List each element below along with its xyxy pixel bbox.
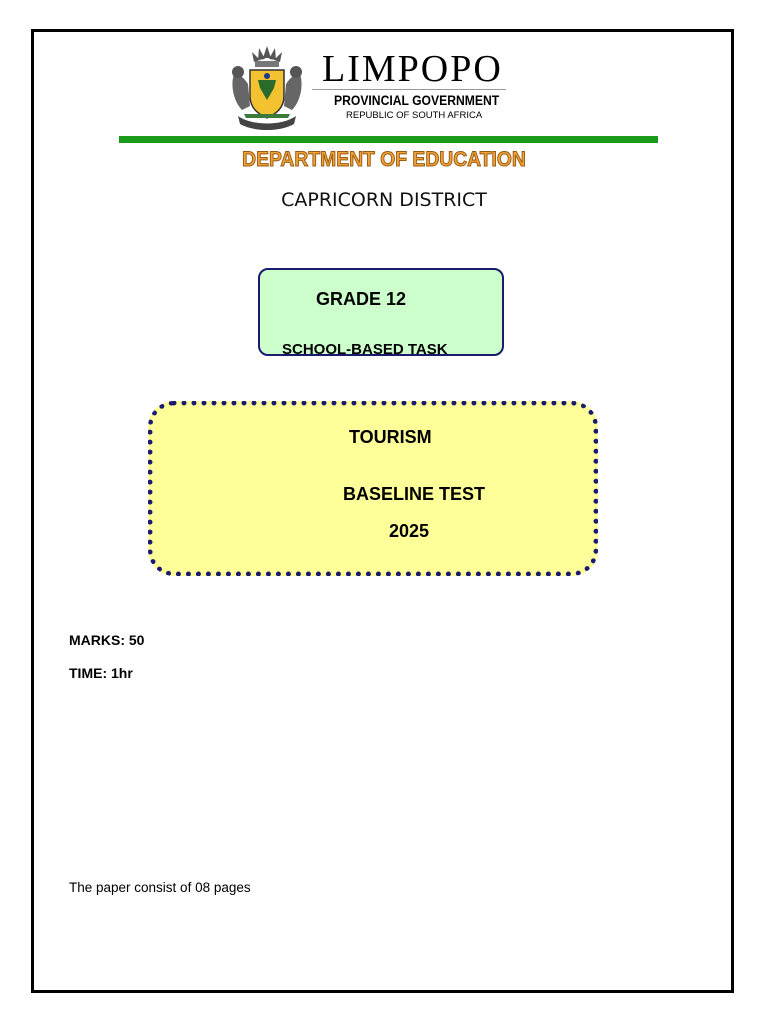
- subject-box: [148, 401, 598, 576]
- coat-of-arms-icon: [228, 44, 306, 132]
- district-name: CAPRICORN DISTRICT: [281, 189, 487, 211]
- test-label: BASELINE TEST: [343, 484, 486, 504]
- logo-divider: [312, 89, 506, 90]
- grade-box: [258, 268, 504, 356]
- page-count-note: The paper consist of 08 pages: [69, 880, 251, 895]
- header-divider: [119, 136, 658, 143]
- year-label: 2025: [389, 521, 430, 541]
- marks-label: MARKS: 50: [69, 632, 145, 648]
- task-label: SCHOOL-BASED TASK: [282, 341, 448, 356]
- logo-subtitle: PROVINCIAL GOVERNMENT: [334, 93, 500, 108]
- department-title: DEPARTMENT OF EDUCATION: [242, 148, 526, 171]
- subject-label: TOURISM: [349, 427, 432, 447]
- logo-tagline: REPUBLIC OF SOUTH AFRICA: [346, 110, 483, 121]
- grade-label: GRADE 12: [316, 289, 407, 309]
- time-label: TIME: 1hr: [69, 665, 133, 681]
- limpopo-logo: [228, 44, 508, 132]
- logo-title: LIMPOPO: [322, 48, 503, 90]
